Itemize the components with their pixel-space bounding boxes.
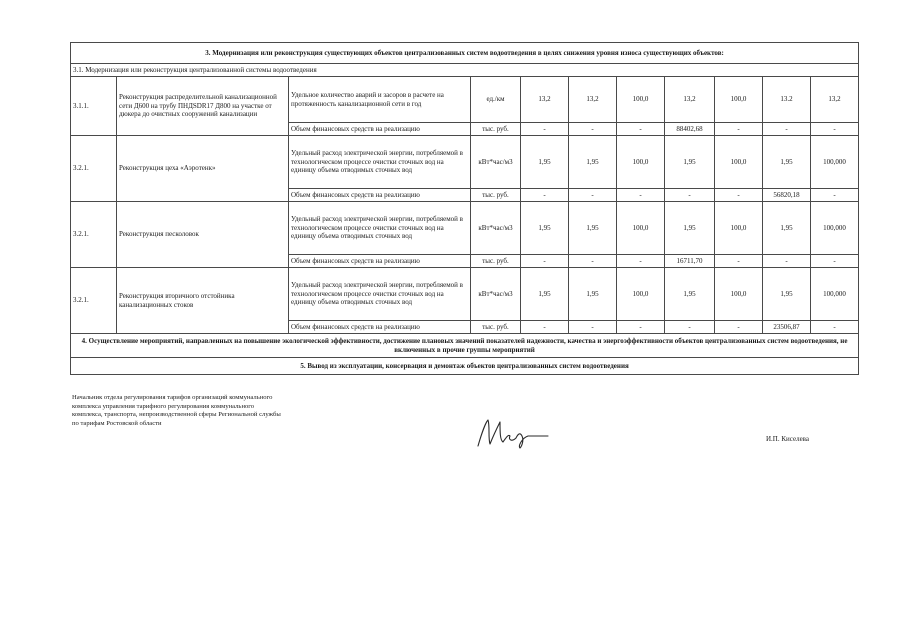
finance-cell: - (715, 189, 763, 202)
signer-position: Начальник отдела регулирования тарифов организаций коммунального комплекса управления тарифного регулирования коммунального комплекса, транспорта, непроизводственной сферы Региональной службы по тарифам Ростовской области (72, 394, 281, 427)
value-cell: 1,95 (763, 136, 811, 189)
value-cell: 100,0 (715, 268, 763, 321)
value-cell: 100,0 (715, 202, 763, 255)
finance-cell: - (763, 255, 811, 268)
finance-cell: 56820,18 (763, 189, 811, 202)
indicator-unit: кВт*час/м3 (471, 268, 521, 321)
value-cell: 1,95 (521, 268, 569, 321)
finance-cell: - (665, 321, 715, 334)
value-cell: 1,95 (665, 202, 715, 255)
project-number: 3.2.1. (71, 202, 117, 268)
finance-unit: тыс. руб. (471, 321, 521, 334)
project-number: 3.1.1. (71, 77, 117, 136)
finance-cell: - (715, 255, 763, 268)
indicator-name: Удельный расход электрической энергии, потребляемой в технологическом процессе очистки сточных вод на единицу объема отводимых сточных вод (289, 268, 471, 321)
section-4-title: 4. Осуществление мероприятий, направленных на повышение экологической эффективности, достижение плановых значений показателей надежности, качества и энергоэффективности объектов централизованных систем водоотведения, не включенных в прочие группы мероприятий (71, 334, 859, 358)
finance-cell: - (521, 189, 569, 202)
value-cell: 100,0 (715, 136, 763, 189)
section-5-title: 5. Вывод из эксплуатации, консервация и демонтаж объектов централизованных систем водоотведения (71, 358, 859, 375)
project-number: 3.2.1. (71, 268, 117, 334)
value-cell: 13.2 (763, 77, 811, 123)
project-name: Реконструкция распределительной канализационной сети Д600 на трубу ПНДSDR17 Д800 на участке от дюкера до очистных сооружений канализации (117, 77, 289, 136)
finance-cell: - (617, 255, 665, 268)
finance-cell: 16711,70 (665, 255, 715, 268)
finance-label: Объем финансовых средств на реализацию (289, 189, 471, 202)
indicator-name: Удельный расход электрической энергии, потребляемой в технологическом процессе очистки сточных вод на единицу объема отводимых сточных вод (289, 202, 471, 255)
project-name: Реконструкция песколовок (117, 202, 289, 268)
value-cell: 1,95 (521, 136, 569, 189)
finance-cell: - (569, 123, 617, 136)
finance-cell: - (521, 255, 569, 268)
section-31-title: 3.1. Модернизация или реконструкция централизованной системы водоотведения (71, 64, 859, 77)
section-31-header-row (71, 64, 859, 77)
finance-cell: - (811, 123, 859, 136)
section-3-header-row (71, 43, 859, 64)
value-cell: 13,2 (665, 77, 715, 123)
finance-cell: - (521, 321, 569, 334)
indicator-unit: кВт*час/м3 (471, 136, 521, 189)
value-cell: 1,95 (569, 136, 617, 189)
finance-cell: - (617, 321, 665, 334)
finance-cell: - (811, 321, 859, 334)
finance-cell: - (715, 123, 763, 136)
value-cell: 100,0 (617, 136, 665, 189)
value-cell: 13,2 (811, 77, 859, 123)
table-row (71, 202, 859, 255)
section-3-title: 3. Модернизация или реконструкция существующих объектов централизованных систем водоотведения в целях снижения уровня износа существующих объектов: (71, 43, 859, 64)
finance-cell: - (569, 189, 617, 202)
finance-cell: - (763, 123, 811, 136)
investment-program-table (70, 42, 859, 375)
value-cell: 100,0 (617, 202, 665, 255)
finance-label: Объем финансовых средств на реализацию (289, 123, 471, 136)
table-row (71, 77, 859, 123)
finance-cell: - (569, 255, 617, 268)
value-cell: 1,95 (521, 202, 569, 255)
project-name: Реконструкция цеха «Аэротенк» (117, 136, 289, 202)
table-row (71, 136, 859, 189)
finance-cell: 23506,87 (763, 321, 811, 334)
value-cell: 1,95 (763, 268, 811, 321)
value-cell: 100,000 (811, 268, 859, 321)
value-cell: 1,95 (665, 136, 715, 189)
finance-cell: - (521, 123, 569, 136)
indicator-name: Удельный расход электрической энергии, потребляемой в технологическом процессе очистки сточных вод на единицу объема отводимых сточных вод (289, 136, 471, 189)
value-cell: 1,95 (665, 268, 715, 321)
finance-cell: - (811, 255, 859, 268)
signature-stroke (478, 420, 548, 448)
indicator-unit: кВт*час/м3 (471, 202, 521, 255)
finance-label: Объем финансовых средств на реализацию (289, 321, 471, 334)
value-cell: 100,0 (617, 77, 665, 123)
finance-unit: тыс. руб. (471, 123, 521, 136)
finance-label: Объем финансовых средств на реализацию (289, 255, 471, 268)
value-cell: 100,000 (811, 136, 859, 189)
value-cell: 100,0 (715, 77, 763, 123)
finance-cell: - (569, 321, 617, 334)
finance-unit: тыс. руб. (471, 255, 521, 268)
handwritten-signature (470, 412, 560, 452)
finance-cell: - (715, 321, 763, 334)
value-cell: 13,2 (521, 77, 569, 123)
project-name: Реконструкция вторичного отстойника канализационных стоков (117, 268, 289, 334)
value-cell: 100,000 (811, 202, 859, 255)
indicator-unit: ед./км (471, 77, 521, 123)
finance-cell: 88402,68 (665, 123, 715, 136)
finance-cell: - (617, 189, 665, 202)
finance-cell: - (811, 189, 859, 202)
signer-name: И.П. Киселева (766, 435, 809, 443)
section-4-header-row (71, 334, 859, 358)
value-cell: 100,0 (617, 268, 665, 321)
table-row (71, 268, 859, 321)
value-cell: 13,2 (569, 77, 617, 123)
finance-cell: - (665, 189, 715, 202)
finance-unit: тыс. руб. (471, 189, 521, 202)
value-cell: 1,95 (763, 202, 811, 255)
value-cell: 1,95 (569, 268, 617, 321)
project-number: 3.2.1. (71, 136, 117, 202)
indicator-name: Удельное количество аварий и засоров в расчете на протяженность канализационной сети в год (289, 77, 471, 123)
section-5-header-row (71, 358, 859, 375)
finance-cell: - (617, 123, 665, 136)
value-cell: 1,95 (569, 202, 617, 255)
